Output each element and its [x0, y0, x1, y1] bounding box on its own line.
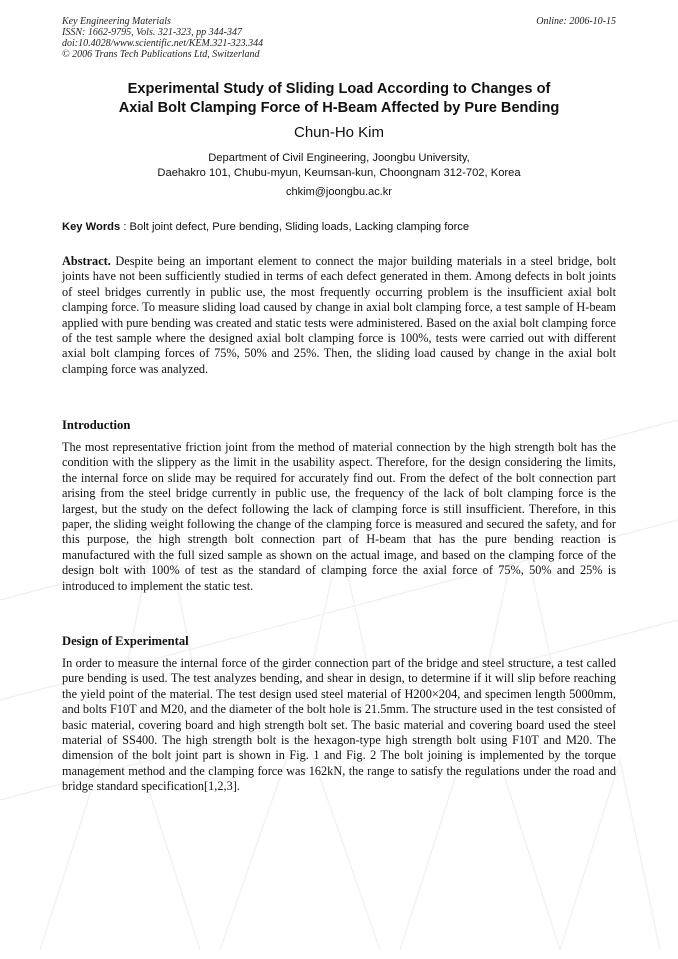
- journal-copyright: © 2006 Trans Tech Publications Ltd, Switzerland: [62, 49, 260, 60]
- author-affiliation: [62, 151, 616, 181]
- section-heading-introduction: Introduction: [62, 418, 131, 432]
- keywords-label: Key Words: [62, 221, 121, 233]
- journal-issn: ISSN: 1662-9795, Vols. 321-323, pp 344-347: [62, 27, 242, 38]
- online-date: Online: 2006-10-15: [536, 16, 616, 27]
- journal-doi: doi:10.4028/www.scientific.net/KEM.321-323.344: [62, 38, 264, 49]
- author-name: Chun-Ho Kim: [293, 124, 385, 141]
- keywords: [62, 220, 616, 234]
- abstract: [62, 254, 616, 377]
- paper-title: [62, 80, 616, 118]
- section-heading-design: Design of Experimental: [62, 634, 189, 648]
- paper-title-line-2: Axial Bolt Clamping Force of H-Beam Affected by Pure Bending: [118, 100, 560, 116]
- abstract-text: Despite being an important element to connect the major building materials in a steel bridge, bolt joints have not been sufficiently studied in terms of each defect generated in them. Among defects in bolt joints of steel bridges currently in public use, the most frequently occurring problem is the insufficient axial bolt clamping force. To measure sliding load caused by change in axial bolt clamping force, a test sample of H-beam applied with pure bending was created and static tests were administered. Based on the axial bolt clamping force of the test sample where the designed axial bolt clamping force is 100%, tests were carried out with different axial bolt clamping forces of 75%, 50% and 25%. Then, the sliding load caused by change in the axial bolt clamping force was analyzed.: [62, 254, 616, 376]
- affiliation-line-2: Daehakro 101, Chubu-myun, Keumsan-kun, Choongnam 312-702, Korea: [157, 167, 521, 179]
- introduction-text: The most representative friction joint from the method of material connection by the high strength bolt has the condition with the slippery as the limit in the usability aspect. Therefore, for the design considering the limits, the internal force on slide may be required for accurately find out. From the defect of the bolt connection part arising from the steel bridge currently in public use, the frequency of the lack of bolt clamping force is the largest, but the study on the defect following the lack of clamping force is still insufficient. Therefore, in this paper, the sliding weight following the change of the clamping force is measured and secured the safety, and for this purpose, the high strength bolt connection part of H-beam that has the pure bending reaction is manufactured with the full sized sample as shown on the actual image, and based on the clamping force of the design bolt with 100% of test as the standard of clamping force the axial force of 75%, 50% and 25% is introduced to implement the static test.: [62, 440, 616, 593]
- author-email: chkim@joongbu.ac.kr: [286, 186, 392, 198]
- paper-title-line-1: Experimental Study of Sliding Load According to Changes of: [127, 81, 551, 97]
- keywords-text: : Bolt joint defect, Pure bending, Sliding loads, Lacking clamping force: [120, 221, 470, 233]
- journal-header: [62, 16, 263, 60]
- journal-name: Key Engineering Materials: [62, 16, 171, 27]
- design-text: In order to measure the internal force of the girder connection part of the bridge and steel structure, a test called pure bending is used. The test analyzes bending, and shear in design, to determine if it will slip before reaching the yield point of the material. The test design used steel material of H200×204, and specimen length 5000mm, and bolts F10T and M20, and the diameter of the bolt hole is 21.5mm. The structure used in the test consisted of basic material, covering board and high strength bolt set. The basic material and covering board used the steel material of SS400. The high strength bolt is the hexagon-type high strength bolt using F10T and M20. The dimension of the bolt joint part is shown in Fig. 1 and Fig. 2 The bolt joining is implemented by the torque management method and the clamping force was 162kN, the range to satisfy the regulations under the road and bridge standard specification[1,2,3].: [62, 656, 616, 794]
- affiliation-line-1: Department of Civil Engineering, Joongbu University,: [208, 152, 470, 164]
- abstract-label: Abstract.: [62, 254, 111, 268]
